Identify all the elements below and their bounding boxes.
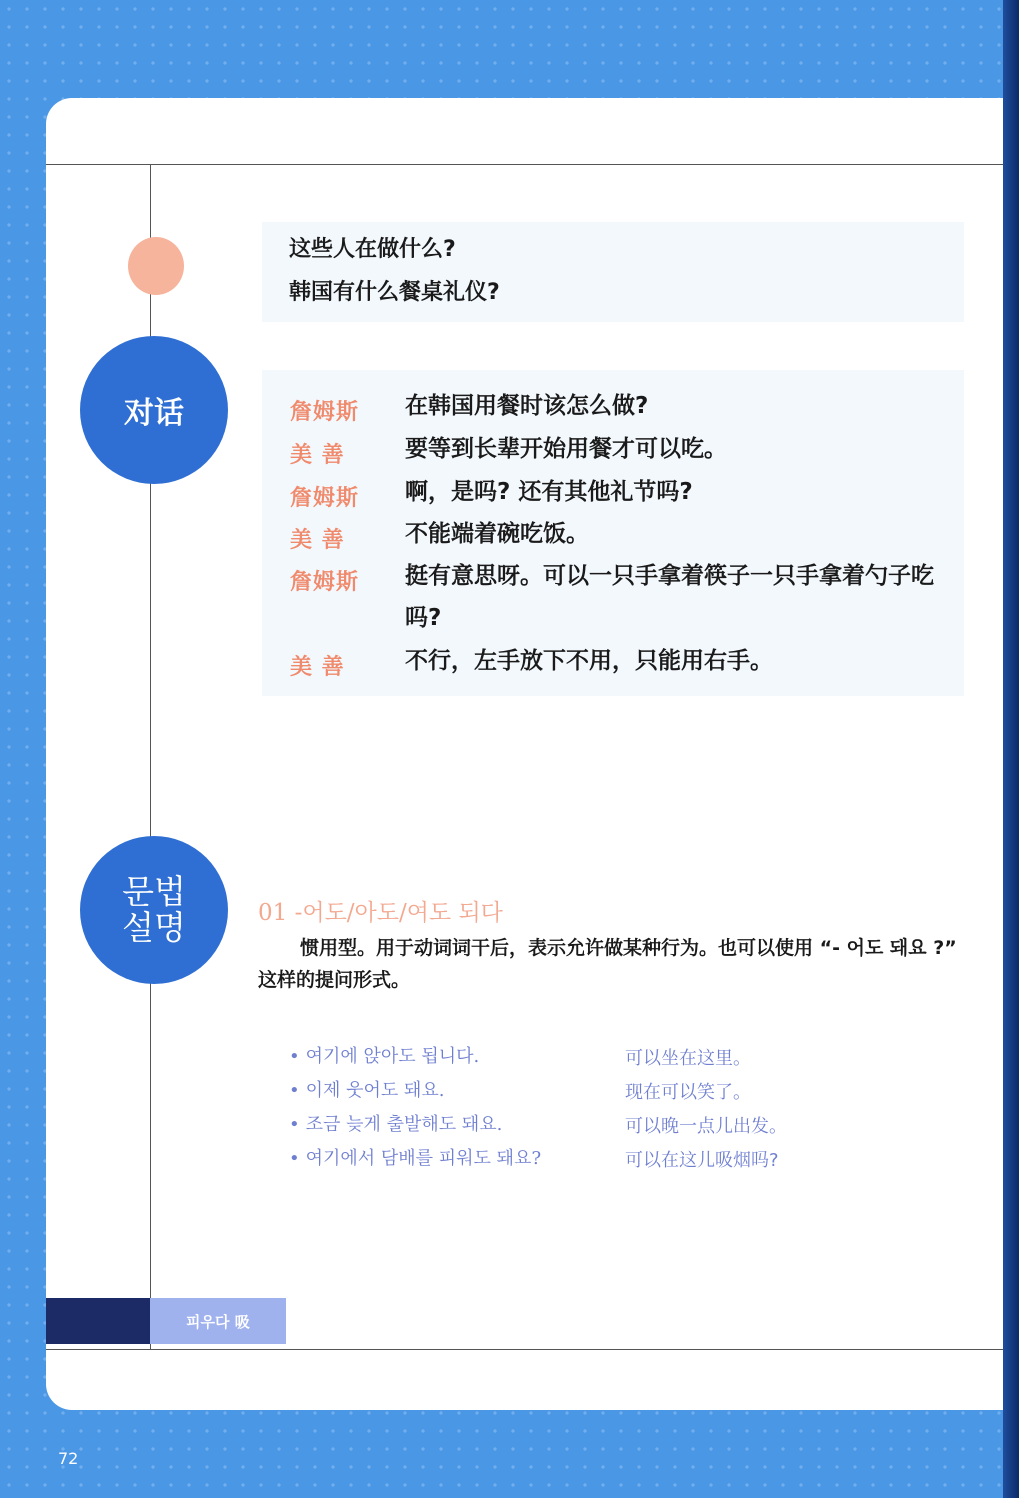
dialogue-line: 啊，是吗? 还有其他礼节吗? xyxy=(405,479,693,505)
dialogue-line: 挺有意思呀。可以一只手拿着筷子一只手拿着勺子吃吗? xyxy=(405,563,934,631)
vocab-tab xyxy=(150,1298,286,1344)
speaker-name: 詹姆斯 xyxy=(290,486,360,511)
speaker-name: 美 善 xyxy=(290,655,345,680)
example-korean-text: 여기에 앉아도 됩니다. xyxy=(305,1046,480,1067)
bullet-icon: • xyxy=(289,1114,300,1135)
example-korean-text: 여기에서 담배를 피워도 돼요? xyxy=(305,1148,542,1169)
dialogue-line: 在韩国用餐时该怎么做? xyxy=(405,393,649,419)
dialogue-line: 要等到长辈开始用餐才可以吃。 xyxy=(405,436,727,462)
bullet-icon: • xyxy=(289,1080,300,1101)
example-chinese: 可以坐在这里。 xyxy=(625,1048,751,1069)
vocab-tab-label: 피우다 吸 xyxy=(186,1312,250,1331)
dialogue-line: 不能端着碗吃饭。 xyxy=(405,521,589,547)
footer-bar xyxy=(46,1298,150,1344)
speaker-name: 美 善 xyxy=(290,528,345,553)
intro-question-2: 韩国有什么餐桌礼仪? xyxy=(289,280,500,305)
speaker-name: 美 善 xyxy=(290,443,345,468)
bullet-icon: • xyxy=(289,1046,300,1067)
example-korean-text: 이제 웃어도 돼요. xyxy=(305,1080,445,1101)
dialogue-section-label: 对话 xyxy=(80,336,228,484)
decorative-dot xyxy=(128,237,184,295)
page-edge-strip xyxy=(1003,0,1019,1498)
intro-question-1: 这些人在做什么? xyxy=(289,237,456,262)
bottom-rule xyxy=(46,1349,1003,1350)
grammar-section-label xyxy=(80,836,228,984)
grammar-heading: 01 -어도/아도/여도 되다 xyxy=(258,900,503,926)
grammar-label-line-2: 설명 xyxy=(122,908,186,947)
example-korean xyxy=(289,1042,479,1068)
speaker-name: 詹姆斯 xyxy=(290,400,360,425)
example-korean xyxy=(289,1144,541,1170)
bullet-icon: • xyxy=(289,1148,300,1169)
grammar-label-line-1: 문법 xyxy=(122,872,186,911)
grammar-description: 惯用型。用于动词词干后，表示允许做某种行为。也可以使用 “- 어도 돼요 ?” 这样的提问形式。 xyxy=(258,937,957,991)
example-chinese: 可以晚一点儿出发。 xyxy=(625,1116,787,1137)
example-korean xyxy=(289,1076,445,1102)
speaker-name: 詹姆斯 xyxy=(290,570,360,595)
example-chinese: 现在可以笑了。 xyxy=(625,1082,751,1103)
dialogue-line: 不行，左手放下不用，只能用右手。 xyxy=(405,648,773,674)
example-chinese: 可以在这儿吸烟吗? xyxy=(625,1150,779,1171)
top-rule xyxy=(46,164,1003,165)
example-korean-text: 조금 늦게 출발해도 돼요. xyxy=(305,1114,503,1135)
page-number: 72 xyxy=(58,1449,79,1468)
example-korean xyxy=(289,1110,502,1136)
